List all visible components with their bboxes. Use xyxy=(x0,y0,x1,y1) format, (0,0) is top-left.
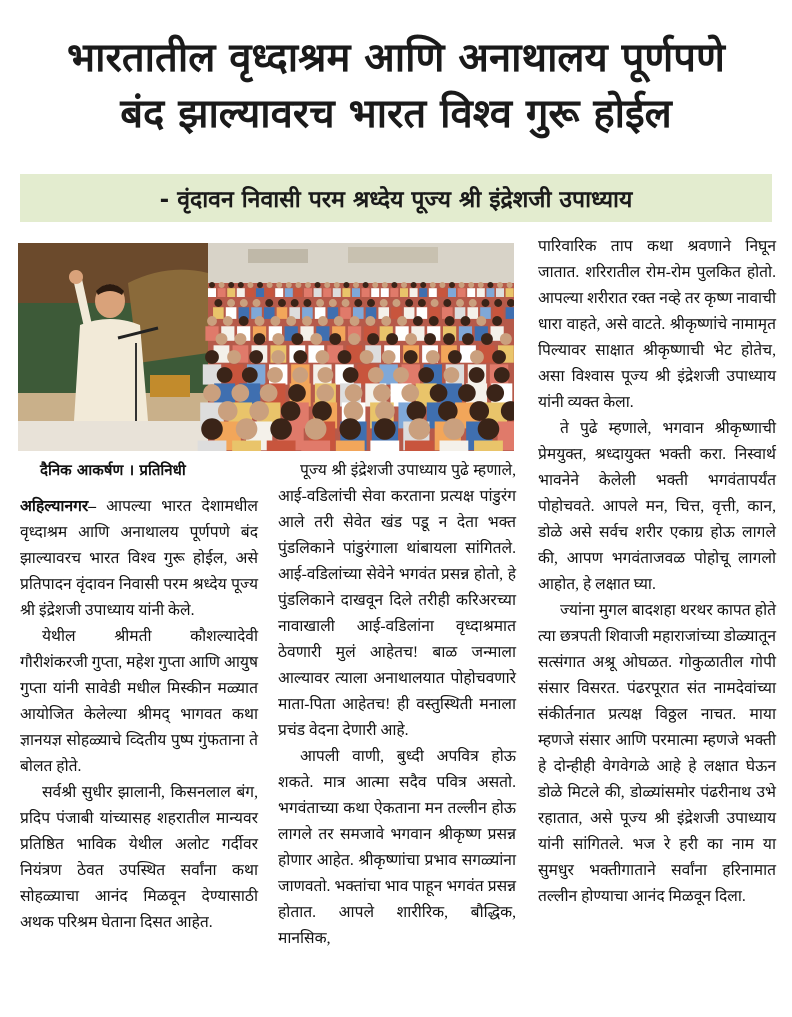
paragraph: येथील श्रीमती कौशल्यादेवी गौरीशंकरजी गुप्ता, महेश गुप्ता आणि आयुष गुप्ता यांनी सावेडी मधील मिस्कीन मळ्यात आयोजित केलेल्या श्रीमद् भागवत कथा ज्ञानयज्ञ सोहळ्याचे व्दितीय पुष्प गुंफताना ते बोलत होते. xyxy=(20,628,258,775)
paragraph: सर्वश्री सुधीर झालानी, किसनलाल बंग, प्रदिप पंजाबी यांच्यासह शहरातील मान्यवर प्रतिष्ठित भाविक येथील अलोट गर्दीवर नियंत्रण ठेवत उपस्थित सर्वांना कथा सोहळ्याचा आनंद मिळवून देण्यासाठी अथक परिश्रम घेताना दिसत आहेत. xyxy=(20,784,258,931)
paragraph xyxy=(20,494,258,624)
paragraph: आपली वाणी, बुध्दी अपवित्र होऊ शकते. मात्र आत्मा सदैव पवित्र असतो. भगवंताच्या कथा ऐकताना मन तल्लीन होऊ लागले तर समजावे भगवान श्रीकृष्ण प्रसन्न होणार आहेत. श्रीकृष्णांचा प्रभाव सगळ्यांना जाणवतो. भक्तांचा भाव पाहून भगवंत प्रसन्न होतात. आपले शारीरिक, बौद्धिक, मानसिक, xyxy=(278,748,516,947)
paragraph: ज्यांना मुगल बादशहा थरथर कापत होते त्या छत्रपती शिवाजी महाराजांच्या डोळ्यातून सत्संगात अश्रू ओघळत. गोकुळातील गोपी संसार विसरत. पंढरपूरात संत नामदेवांच्या संकीर्तनात प्रत्यक्ष विठ्ठल नाचत. माया म्हणजे संसार आणि परमात्मा म्हणजे भक्ती हे दोन्हीही वेगवेगळे आहे हे लक्षात घेऊन डोळे मिटले की, डोळ्यांसमोर पंढरीनाथ उभे रहातात, असे पूज्य श्री इंद्रेशजी उपाध्याय यांनी सांगितले. भज रे हरी का नाम या सुमधुर भक्तीगाताने सर्वांना हरिनामात तल्लीन होण्याचा आनंद मिळवून दिला. xyxy=(538,602,776,905)
article-column-3 xyxy=(538,234,776,910)
subheadline-bar xyxy=(20,174,772,222)
paragraph: पूज्य श्री इंद्रेशजी उपाध्याय पुढे म्हणाले, आई-वडिलांची सेवा करताना प्रत्यक्ष पांडुरंग आले तरी सेवेत खंड पडू न देता भक्त पुंडलिकाने पांडुरंगाला थांबायला सांगितले. आई-वडिलांच्या सेवेने भगवंत प्रसन्न होतो, हे पुंडलिकाने दाखवून दिले तरीही करिअरच्या नावाखाली आई-वडिलांना वृध्दाश्रमात ठेवणारी मुलं आहेतच! बाळ जन्माला आल्यावर त्याला अनाथालयात पोहोचवणारे माता-पिता आहेतच! ही वस्तुस्थिती मनाला प्रचंड वेदना देणारी आहे. xyxy=(278,462,516,739)
dateline: अहिल्यानगर– xyxy=(20,498,97,515)
event-photo xyxy=(18,243,514,451)
event-photo-illustration xyxy=(18,243,514,451)
headline-line-2: बंद झाल्यावरच भारत विश्व गुरू होईल xyxy=(120,91,672,137)
byline: दैनिक आकर्षण । प्रतिनिधी xyxy=(40,461,186,479)
headline xyxy=(0,30,792,142)
paragraph: ते पुढे म्हणाले, भगवान श्रीकृष्णाची प्रेमयुक्त, श्रध्दायुक्त भक्ती करा. निस्वार्थ भावनेने केलेली भक्ती भगवंतापर्यंत पोहोचवते. आपले मन, चित्त, वृत्ती, कान, डोळे असे सर्वच शरीर एकाग्र होऊ लागले की, आपण भगवंताजवळ पोहोचू लागलो आहोत, हे लक्षात घ्या. xyxy=(538,420,776,593)
paragraph: पारिवारिक ताप कथा श्रवणाने निघून जातात. शरिरातील रोम-रोम पुलकित होतो. आपल्या शरीरात रक्त नव्हे तर कृष्ण नावाची धारा वाहते, असे वाटते. श्रीकृष्णांचे नामामृत पिल्यावर साक्षात श्रीकृष्णाची भेट होतेच, असा विश्वास पूज्य श्री इंद्रेशजी उपाध्याय यांनी व्यक्त केला. xyxy=(538,238,776,411)
headline-line-1: भारतातील वृध्दाश्रम आणि अनाथालय पूर्णपणे xyxy=(67,35,725,81)
article-column-2 xyxy=(278,458,516,952)
subheadline: - वृंदावन निवासी परम श्रध्देय पूज्य श्री इंद्रेशजी उपाध्याय xyxy=(159,187,633,213)
paragraph-text: आपल्या भारत देशामधील वृध्दाश्रम आणि अनाथालय पूर्णपणे बंद झाल्यावरच भारत विश्व गुरू होईल, असे प्रतिपादन वृंदावन निवासी परम श्रध्देय पूज्य श्री इंद्रेशजी उपाध्याय यांनी केले. xyxy=(20,498,258,619)
article-column-1 xyxy=(20,494,258,936)
